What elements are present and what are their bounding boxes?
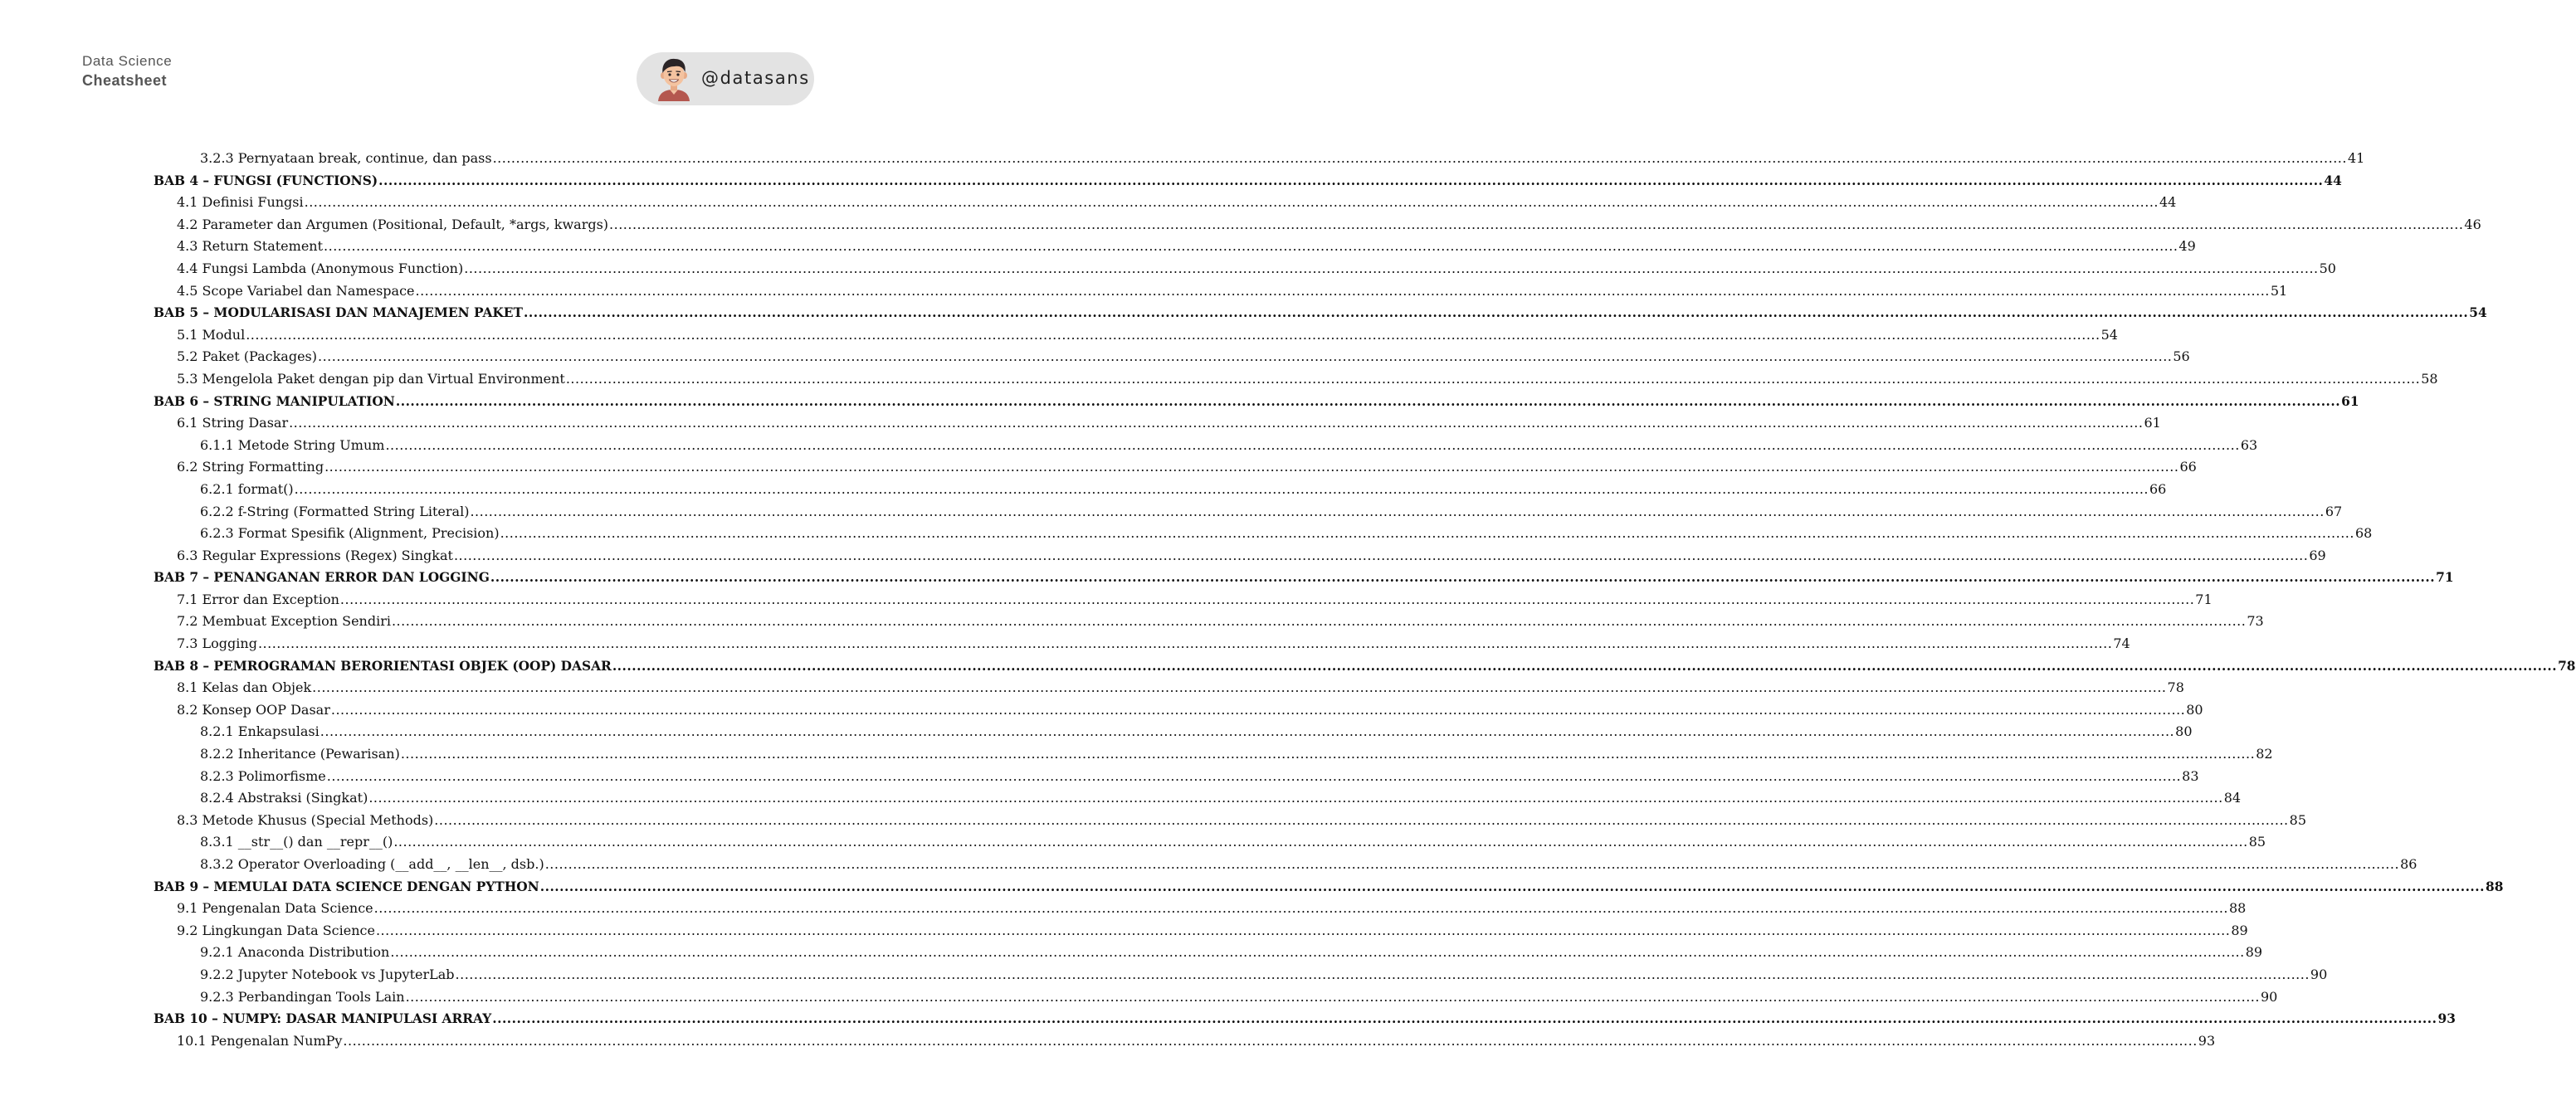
toc-entry-title: 8.2.3 Polimorfisme [200,767,326,784]
toc-chapter-row[interactable] [0,876,2504,898]
toc-dot-leader: ................................................................................................................................................................................................................................................................................................................................................................................................................ [289,415,2144,431]
toc-page-number: 80 [2186,701,2203,718]
toc-section-row[interactable] [0,611,2264,633]
toc-page-number: 66 [2179,459,2197,475]
toc-dot-leader: ................................................................................................................................................................................................................................................................................................................................................................................................................ [464,260,2319,276]
toc-dot-leader: ................................................................................................................................................................................................................................................................................................................................................................................................................ [612,658,2558,674]
toc-dot-leader: ................................................................................................................................................................................................................................................................................................................................................................................................................ [544,856,2400,872]
toc-entry-title: 9.2.1 Anaconda Distribution [200,944,390,961]
toc-entry-title: 6.2.1 format() [200,480,294,497]
toc-page-number: 61 [2341,393,2359,409]
toc-section-row[interactable] [0,324,2118,347]
toc-dot-leader: ................................................................................................................................................................................................................................................................................................................................................................................................................ [492,1011,2437,1027]
toc-page-number: 71 [2436,570,2454,586]
toc-entry-title: 8.2.4 Abstraksi (Singkat) [200,790,368,806]
toc-entry-title: 4.2 Parameter dan Argumen (Positional, Default, *args, kwargs) [177,216,609,232]
toc-page-number: 44 [2159,194,2177,211]
toc-page-number: 84 [2223,790,2242,806]
brand-block [82,52,172,90]
toc-section-row[interactable] [0,523,2373,545]
toc-entry-title: BAB 7 – PENANGANAN ERROR DAN LOGGING [154,570,490,586]
toc-entry-title: 7.1 Error dan Exception [177,591,339,607]
toc-dot-leader: ................................................................................................................................................................................................................................................................................................................................................................................................................ [390,944,2245,961]
author-handle[interactable]: @datasans [701,68,810,88]
toc-dot-leader: ................................................................................................................................................................................................................................................................................................................................................................................................................ [294,480,2149,497]
brand-line-1: Data Science [82,53,173,69]
toc-entry-title: 5.1 Modul [177,326,246,343]
toc-dot-leader: ................................................................................................................................................................................................................................................................................................................................................................................................................ [470,503,2325,519]
toc-page-number: 78 [2167,679,2184,696]
cartoon-man-avatar-icon [655,56,693,101]
toc-entry-title: 6.1 String Dasar [177,415,289,431]
toc-dot-leader: ................................................................................................................................................................................................................................................................................................................................................................................................................ [246,326,2100,343]
toc-dot-leader: ................................................................................................................................................................................................................................................................................................................................................................................................................ [378,173,2324,188]
toc-section-row[interactable] [0,236,2196,258]
toc-section-row[interactable] [0,677,2184,699]
toc-dot-leader: ................................................................................................................................................................................................................................................................................................................................................................................................................ [455,966,2310,982]
toc-dot-leader: ................................................................................................................................................................................................................................................................................................................................................................................................................ [500,525,2354,542]
author-badge[interactable] [637,52,814,105]
toc-dot-leader: ................................................................................................................................................................................................................................................................................................................................................................................................................ [330,701,2186,718]
toc-section-row[interactable] [0,479,2167,501]
toc-entry-title: 8.2 Konsep OOP Dasar [177,701,330,718]
toc-page-number: 73 [2247,613,2264,630]
toc-dot-leader: ................................................................................................................................................................................................................................................................................................................................................................................................................ [375,922,2231,938]
toc-dot-leader: ................................................................................................................................................................................................................................................................................................................................................................................................................ [524,305,2469,321]
toc-page-number: 90 [2260,988,2278,1005]
toc-dot-leader: ................................................................................................................................................................................................................................................................................................................................................................................................................ [312,679,2167,696]
toc-section-row[interactable] [0,898,2247,920]
toc-page-number: 44 [2324,173,2342,188]
toc-entry-title: 4.4 Fungsi Lambda (Anonymous Function) [177,260,464,276]
toc-chapter-row[interactable] [0,1008,2456,1030]
toc-dot-leader: ................................................................................................................................................................................................................................................................................................................................................................................................................ [304,194,2159,211]
toc-dot-leader: ................................................................................................................................................................................................................................................................................................................................................................................................................ [405,988,2260,1005]
toc-entry-title: 8.3.1 __str__() dan __repr__() [200,834,393,850]
toc-section-row[interactable] [0,412,2161,435]
toc-entry-title: 4.5 Scope Variabel dan Namespace [177,282,415,299]
toc-section-row[interactable] [0,501,2343,523]
toc-section-row[interactable] [0,854,2417,876]
toc-entry-title: 5.3 Mengelola Paket dengan pip dan Virtual Environment [177,370,565,387]
toc-entry-title: BAB 6 – STRING MANIPULATION [154,393,395,409]
toc-entry-title: 10.1 Pengenalan NumPy [177,1032,343,1049]
toc-section-row[interactable] [0,721,2193,743]
toc-section-row[interactable] [0,1030,2216,1053]
brand-line-2: Cheatsheet [82,72,168,89]
toc-dot-leader: ................................................................................................................................................................................................................................................................................................................................................................................................................ [415,282,2270,299]
toc-page-number: 89 [2245,944,2263,961]
toc-page-number: 88 [2229,900,2247,917]
toc-page-number: 50 [2319,260,2336,276]
toc-entry-title: 6.2 String Formatting [177,459,324,475]
toc-entry-title: 9.2.2 Jupyter Notebook vs JupyterLab [200,966,455,982]
toc-chapter-row[interactable] [0,170,2342,192]
toc-page-number: 58 [2421,370,2438,387]
table-of-contents [0,148,2576,1052]
toc-entry-title: 8.3.2 Operator Overloading (__add__, __len__, dsb.) [200,856,544,872]
toc-page-number: 74 [2113,635,2130,652]
toc-page-number: 69 [2309,547,2326,563]
toc-entry-title: 8.2.1 Enkapsulasi [200,723,320,740]
toc-page-number: 78 [2558,658,2576,674]
toc-page-number: 93 [2198,1032,2216,1049]
toc-page-number: 67 [2325,503,2343,519]
toc-page-number: 90 [2310,966,2328,982]
toc-entry-title: 3.2.3 Pernyataan break, continue, dan pass [200,150,492,166]
toc-dot-leader: ................................................................................................................................................................................................................................................................................................................................................................................................................ [324,459,2179,475]
toc-page-number: 89 [2231,922,2248,938]
toc-entry-title: BAB 10 – NUMPY: DASAR MANIPULASI ARRAY [154,1011,492,1027]
toc-page-number: 85 [2248,834,2266,850]
toc-entry-title: 9.2 Lingkungan Data Science [177,922,375,938]
toc-entry-title: 4.3 Return Statement [177,238,324,255]
toc-page-number: 83 [2182,767,2199,784]
toc-entry-title: 6.3 Regular Expressions (Regex) Singkat [177,547,453,563]
toc-entry-title: 6.2.3 Format Spesifik (Alignment, Precision) [200,525,500,542]
toc-page-number: 93 [2437,1011,2456,1027]
toc-dot-leader: ................................................................................................................................................................................................................................................................................................................................................................................................................ [391,613,2247,630]
toc-chapter-row[interactable] [0,567,2454,589]
toc-section-row[interactable] [0,743,2273,766]
toc-page-number: 86 [2400,856,2417,872]
toc-page-number: 80 [2175,723,2193,740]
toc-page-number: 49 [2178,238,2196,255]
toc-dot-leader: ................................................................................................................................................................................................................................................................................................................................................................................................................ [324,238,2178,255]
toc-section-row[interactable] [0,986,2278,1009]
toc-entry-title: 4.1 Definisi Fungsi [177,194,304,211]
toc-dot-leader: ................................................................................................................................................................................................................................................................................................................................................................................................................ [434,811,2289,828]
toc-page-number: 41 [2347,150,2365,166]
toc-section-row[interactable] [0,831,2266,854]
toc-entry-title: BAB 9 – MEMULAI DATA SCIENCE DENGAN PYTHON [154,879,539,894]
toc-entry-title: BAB 5 – MODULARISASI DAN MANAJEMEN PAKET [154,305,523,321]
toc-section-row[interactable] [0,435,2258,457]
toc-entry-title: 8.1 Kelas dan Objek [177,679,312,696]
toc-entry-title: 8.2.2 Inheritance (Pewarisan) [200,746,400,762]
toc-dot-leader: ................................................................................................................................................................................................................................................................................................................................................................................................................ [490,570,2436,586]
toc-dot-leader: ................................................................................................................................................................................................................................................................................................................................................................................................................ [368,790,2223,806]
toc-section-row[interactable] [0,810,2306,832]
toc-entry-title: 6.2.2 f-String (Formatted String Literal) [200,503,470,519]
toc-entry-title: BAB 8 – PEMROGRAMAN BERORIENTASI OBJEK (OOP) DASAR [154,658,612,674]
toc-dot-leader: ................................................................................................................................................................................................................................................................................................................................................................................................................ [539,879,2486,894]
toc-chapter-row[interactable] [0,655,2576,678]
toc-page-number: 54 [2100,326,2118,343]
toc-chapter-row[interactable] [0,391,2359,413]
toc-dot-leader: ................................................................................................................................................................................................................................................................................................................................................................................................................ [393,834,2248,850]
toc-section-row[interactable] [0,589,2213,611]
toc-dot-leader: ................................................................................................................................................................................................................................................................................................................................................................................................................ [492,150,2347,166]
toc-dot-leader: ................................................................................................................................................................................................................................................................................................................................................................................................................ [400,746,2256,762]
toc-dot-leader: ................................................................................................................................................................................................................................................................................................................................................................................................................ [326,767,2182,784]
toc-page-number: 61 [2144,415,2161,431]
toc-section-row[interactable] [0,346,2190,368]
toc-page-number: 46 [2464,216,2481,232]
toc-entry-title: 6.1.1 Metode String Umum [200,436,385,453]
toc-entry-title: 7.3 Logging [177,635,257,652]
toc-entry-title: 7.2 Membuat Exception Sendiri [177,613,391,630]
toc-section-row[interactable] [0,368,2438,391]
toc-dot-leader: ................................................................................................................................................................................................................................................................................................................................................................................................................ [385,436,2240,453]
toc-entry-title: 5.2 Paket (Packages) [177,348,317,365]
toc-dot-leader: ................................................................................................................................................................................................................................................................................................................................................................................................................ [453,547,2309,563]
toc-page-number: 56 [2173,348,2190,365]
toc-entry-title: 8.3 Metode Khusus (Special Methods) [177,811,434,828]
toc-section-row[interactable] [0,633,2130,655]
toc-section-row[interactable] [0,766,2199,788]
toc-section-row[interactable] [0,148,2365,170]
toc-page-number: 88 [2486,879,2504,894]
toc-section-row[interactable] [0,456,2197,479]
toc-dot-leader: ................................................................................................................................................................................................................................................................................................................................................................................................................ [395,393,2341,409]
toc-page-number: 68 [2354,525,2373,542]
toc-page-number: 66 [2149,480,2167,497]
toc-section-row[interactable] [0,214,2481,236]
toc-chapter-row[interactable] [0,302,2487,324]
toc-dot-leader: ................................................................................................................................................................................................................................................................................................................................................................................................................ [317,348,2173,365]
toc-dot-leader: ................................................................................................................................................................................................................................................................................................................................................................................................................ [343,1032,2198,1049]
toc-entry-title: BAB 4 – FUNGSI (FUNCTIONS) [154,173,378,188]
toc-dot-leader: ................................................................................................................................................................................................................................................................................................................................................................................................................ [373,900,2228,917]
toc-dot-leader: ................................................................................................................................................................................................................................................................................................................................................................................................................ [609,216,2464,232]
toc-dot-leader: ................................................................................................................................................................................................................................................................................................................................................................................................................ [320,723,2175,740]
toc-dot-leader: ................................................................................................................................................................................................................................................................................................................................................................................................................ [257,635,2113,652]
toc-section-row[interactable] [0,280,2288,303]
toc-section-row[interactable] [0,192,2177,214]
toc-entry-title: 9.1 Pengenalan Data Science [177,900,373,917]
toc-entry-title: 9.2.3 Perbandingan Tools Lain [200,988,405,1005]
toc-section-row[interactable] [0,258,2336,280]
toc-section-row[interactable] [0,964,2328,986]
toc-section-row[interactable] [0,545,2326,567]
toc-page-number: 51 [2270,282,2288,299]
toc-section-row[interactable] [0,787,2242,810]
toc-section-row[interactable] [0,699,2203,722]
toc-page-number: 54 [2469,305,2487,321]
toc-page-number: 82 [2256,746,2273,762]
toc-page-number: 71 [2195,591,2213,607]
toc-page-number: 85 [2289,811,2306,828]
toc-section-row[interactable] [0,920,2248,942]
toc-page-number: 63 [2240,436,2258,453]
toc-section-row[interactable] [0,942,2263,964]
toc-dot-leader: ................................................................................................................................................................................................................................................................................................................................................................................................................ [565,370,2421,387]
toc-dot-leader: ................................................................................................................................................................................................................................................................................................................................................................................................................ [339,591,2195,607]
